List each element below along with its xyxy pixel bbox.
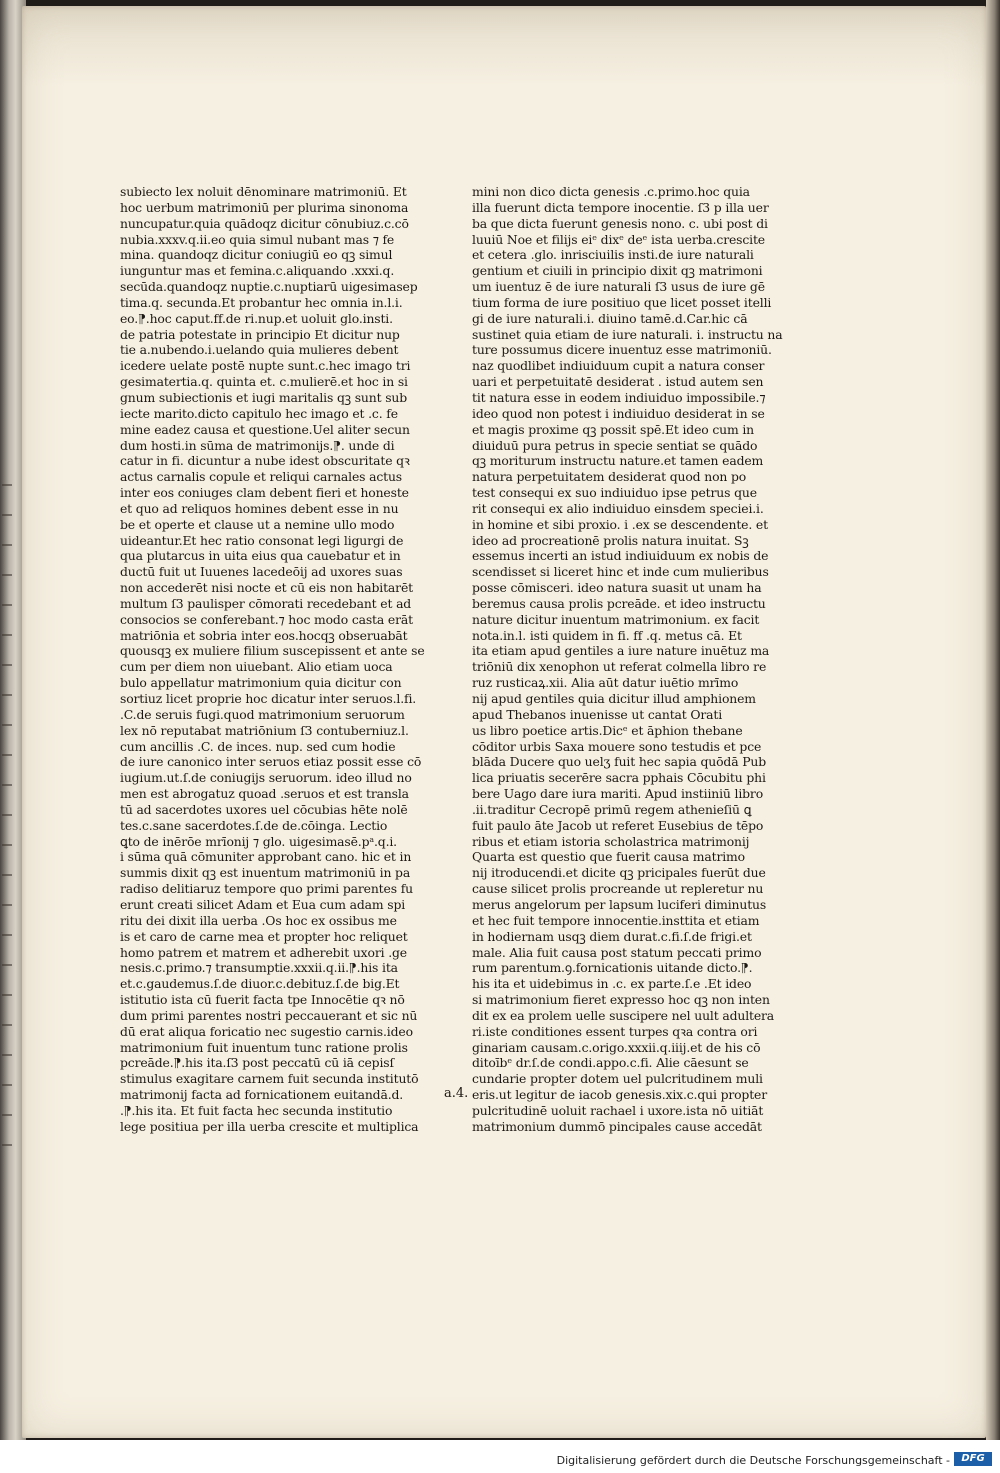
text-line: tium forma de iure positiuo que licet posset itelli <box>472 294 772 310</box>
dfg-logo-icon: DFG <box>954 1452 992 1466</box>
text-line: um iuentuz ē de iure naturali ſ3 usus de iure gē <box>472 279 765 295</box>
text-line: apud Thebanos inuenisse ut cantat Orati <box>472 706 723 722</box>
text-line: qua plutarcus in uita eius qua cauebatur et in <box>120 548 401 564</box>
text-line: bere Uago dare iura mariti. Apud instiiniū libro <box>472 786 764 802</box>
page-shading <box>22 6 986 86</box>
text-column-right <box>472 184 783 1135</box>
text-line: rit consequi ex alio indiuiduo einsdem speciei.i. <box>472 500 764 516</box>
text-line: .C.de seruis fugi.quod matrimonium seruorum <box>120 706 405 722</box>
text-line: nubia.xxxv.q.ii.eo quia simul nubant mas ⁊ fe <box>120 231 395 247</box>
text-line: matrimonium dummō pincipales cause accedāt <box>472 1118 762 1134</box>
text-line: pcreāde.⁋.his ita.ſ3 post peccatū cū iā cepisſ <box>120 1055 394 1071</box>
text-line: ꝗto de inērōe mrīonij ⁊ glo. uigesimasē.pᵃ.q.i. <box>120 833 397 849</box>
text-line: inter eos coniuges clam debent fieri et honeste <box>120 485 409 501</box>
text-line: quousqꝫ ex muliere filium suscepissent et ante se <box>120 643 425 659</box>
text-line: uideantur.Et hec ratio consonat legi ligurgi de <box>120 532 404 548</box>
text-line: scendisset si liceret hinc et inde cum mulieribus <box>472 564 769 580</box>
text-line: us libro poetice artis.Dicᵉ et āphion thebane <box>472 722 743 738</box>
text-line: tima.q. secunda.Et probantur hec omnia in.l.i. <box>120 294 403 310</box>
text-line: uari et perpetuitatē desiderat . istud autem sen <box>472 374 764 390</box>
text-line: matrimonij facta ad fornicationem euitandā.d. <box>120 1087 404 1103</box>
text-line: secūda.quandoqz nuptie.c.nuptiarū uigesimasep <box>120 279 418 295</box>
text-line: gesimatertia.q. quinta et. c.mulierē.et hoc in si <box>120 374 408 390</box>
text-line: summis dixit qꝫ est inuentum matrimoniū in pa <box>120 865 411 881</box>
text-line: i sūma quā cōmuniter approbant cano. hic et in <box>120 849 412 865</box>
text-line: catur in fi. dicuntur a nube idest obscuritate qꝛ <box>120 453 410 469</box>
text-line: hoc uerbum matrimoniū per plurima sinonoma <box>120 199 409 215</box>
text-line: test consequi ex suo indiuiduo ipse petrus que <box>472 485 757 501</box>
text-line: mine eadez causa et questione.Uel aliter secun <box>120 421 410 437</box>
text-line: eo.⁋.hoc caput.ff.de ri.nup.et uoluit glo.insti. <box>120 310 393 326</box>
text-line: cōditor urbis Saxa mouere sono testudis et pce <box>472 738 762 754</box>
text-line: et hec fuit tempore innocentie.insttita et etiam <box>472 912 760 928</box>
text-line: matriōnia et sobria inter eos.hocqꝫ obseruabāt <box>120 627 408 643</box>
text-line: et cetera .glo. inrisciuilis insti.de iure naturali <box>472 247 754 263</box>
text-line: iunguntur mas et femina.c.aliquando .xxxi.q. <box>120 263 395 279</box>
text-line: ita etiam apud gentiles a iure nature inuētuz ma <box>472 643 770 659</box>
text-line: sustinet quia etiam de iure naturali. i. instructu na <box>472 326 783 342</box>
text-line: male. Alia fuit causa post statum peccati primo <box>472 944 762 960</box>
text-line: ture possumus dicere inuentuz esse matrimoniū. <box>472 342 772 358</box>
text-line: ductū fuit ut Iuuenes lacedeōij ad uxores suas <box>120 564 403 580</box>
text-line: dum hosti.in sūma de matrimonijs.⁋. unde di <box>120 437 395 453</box>
text-line: lica priuatis secerēre sacra pphais Cōcubitu phi <box>472 770 766 786</box>
text-line: Quarta est questio que fuerit causa matrimo <box>472 849 745 865</box>
text-line: ideo ad procreationē prolis natura inuitat. Sꝫ <box>472 532 749 548</box>
text-line: cum ancillis .C. de inces. nup. sed cum hodie <box>120 738 396 754</box>
funding-credit: Digitalisierung gefördert durch die Deutsche Forschungsgemeinschaft - <box>556 1454 950 1467</box>
text-line: .⁋.his ita. Et fuit facta hec secunda institutio <box>120 1102 393 1118</box>
text-line: bulo appellatur matrimonium quia dicitur con <box>120 675 402 691</box>
text-line: et quo ad reliquos homines debent esse in nu <box>120 500 399 516</box>
text-line: et magis proxime qꝫ possit spē.Et ideo cum in <box>472 421 755 437</box>
text-line: his ita et uidebimus in .c. ex parte.ſ.e .Et ideo <box>472 976 752 992</box>
text-line: tes.c.sane sacerdotes.ſ.de de.cōinga. Lectio <box>120 817 388 833</box>
text-line: ditoībᵉ dr.ſ.de condi.appo.c.fi. Alie cāesunt se <box>472 1055 749 1071</box>
text-line: in hodiernam usqꝫ diem durat.c.fi.ſ.de frigi.et <box>472 928 752 944</box>
text-line: stimulus exagitare carnem fuit secunda institutō <box>120 1071 419 1087</box>
text-line: si matrimonium fieret expresso hoc qꝫ non inten <box>472 992 770 1008</box>
text-line: consocios se conferebant.⁊ hoc modo casta erāt <box>120 611 413 627</box>
text-line: multum ſ3 paulisper cōmorati recedebant et ad <box>120 595 412 611</box>
text-line: nuncupatur.quia quādoqz dicitur cōnubiuz.c.cō <box>120 215 409 231</box>
text-line: cause silicet prolis procreande ut repleretur nu <box>472 881 764 897</box>
text-line: sortiuz licet proprie hoc dicatur inter seruos.l.fi. <box>120 691 417 706</box>
text-line: subiecto lex noluit dēnominare matrimoniū. Et <box>120 184 407 199</box>
text-line: posse cōmisceri. ideo natura suasit ut unam ha <box>472 580 762 596</box>
edge-bleed-marks <box>2 470 12 1150</box>
text-line: homo patrem et matrem et adherebit uxori .ge <box>120 944 407 960</box>
text-line: triōniū dix xenophon ut referat colmella libro re <box>472 659 767 675</box>
text-line: cum per diem non uiuebant. Alio etiam uoca <box>120 659 393 675</box>
text-line: be et operte et clause ut a nemine ullo modo <box>120 516 395 532</box>
book-fore-edge <box>986 0 1000 1440</box>
signature-mark: a.4. <box>444 1086 469 1101</box>
text-line: tit natura esse in eodem indiuiduo impossibile.⁊ <box>472 389 766 405</box>
text-line: dū erat aliqua foricatio nec sugestio carnis.ideo <box>120 1023 413 1039</box>
text-line: diuiduū pura petrus in specie sentiat se quādo <box>472 437 758 453</box>
text-line: gentium et ciuili in principio dixit qꝫ matrimoni <box>472 263 763 279</box>
text-line: iugium.ut.ſ.de coniugijs seruorum. ideo illud no <box>120 770 412 786</box>
text-line: natura perpetuitatem desiderat quod non po <box>472 469 747 485</box>
text-line: ideo quod non potest i indiuiduo desiderat in se <box>472 405 765 421</box>
text-line: is et caro de carne mea et propter hoc reliquet <box>120 928 408 944</box>
text-line: nij itroducendi.et dicite qꝫ pricipales fuerūt due <box>472 865 766 881</box>
text-line: dit ex ea prolem uelle suscipere nel uult adultera <box>472 1007 775 1023</box>
text-line: de patria potestate in principio Et dicitur nup <box>120 326 400 342</box>
text-line: merus angelorum per lapsum luciferi diminutus <box>472 896 767 912</box>
text-line: lex nō reputabat matriōnium ſ3 contuberniuz.l. <box>120 722 409 738</box>
text-column-left <box>120 184 425 1135</box>
text-line: ritu dei dixit illa uerba .Os hoc ex ossibus me <box>120 912 397 928</box>
text-line: nota.in.l. isti quidem in fi. ff .q. metus cā. Et <box>472 627 742 643</box>
text-line: erunt creati silicet Adam et Eua cum adam spi <box>120 896 406 912</box>
text-line: men est abrogatuz quoad .seruos et est transla <box>120 786 409 802</box>
text-line: ginariam causam.c.origo.xxxii.q.iiij.et de his cō <box>472 1039 761 1055</box>
text-line: non accederēt nisi nocte et cū eis non habitarēt <box>120 580 413 596</box>
text-line: cundarie propter dotem uel pulcritudinem muli <box>472 1071 763 1087</box>
text-line: de iure canonico inter seruos etiaz possit esse cō <box>120 754 422 770</box>
text-line: luuiū Noe et filijs eiᵉ dixᵉ deᵉ ista uerba.crescite <box>472 231 765 247</box>
text-line: mina. quandoqz dicitur coniugiū eo qꝫ simul <box>120 247 393 263</box>
text-line: actus carnalis copule et reliqui carnales actus <box>120 469 403 485</box>
text-line: .ii.traditur Cecropē primū regem athenieſiū ꝗ <box>472 801 752 817</box>
text-line: lege positiua per illa uerba crescite et multiplica <box>120 1118 419 1134</box>
text-line: illa fuerunt dicta tempore inocentie. ſ3 p illa uer <box>472 199 769 215</box>
text-line: nesis.c.primo.⁊ transumptie.xxxii.q.ii.⁋.his ita <box>120 960 398 976</box>
text-line: iecte marito.dicto capitulo hec imago et .c. fe <box>120 405 398 421</box>
text-line: in homine et sibi proxio. i .ex se descendente. et <box>472 516 768 532</box>
text-line: nij apud gentiles quia dicitur illud amphionem <box>472 691 756 706</box>
text-line: ba que dicta fuerunt genesis nono. c. ubi post di <box>472 215 768 231</box>
text-line: essemus incerti an istud indiuiduum ex nobis de <box>472 548 769 564</box>
text-line: qꝫ moriturum instructu nature.et tamen eadem <box>472 453 764 469</box>
text-line: blāda Ducere quo uelʒ fuit hec sapia quōdā Pub <box>472 754 767 770</box>
text-line: beremus causa prolis pcreāde. et ideo instructu <box>472 595 766 611</box>
text-line: tū ad sacerdotes uxores uel cōcubias hēte nolē <box>120 801 408 817</box>
text-line: ribus et etiam istoria scholastrica matrimonij <box>472 833 750 849</box>
text-line: icedere uelate postē nupte sunt.c.hec imago tri <box>120 358 411 374</box>
text-line: gnum subiectionis et iugi maritalis qꝫ sunt sub <box>120 389 408 405</box>
text-line: tie a.nubendo.i.uelando quia mulieres debent <box>120 342 399 358</box>
text-line: pulcritudinē uoluit rachael i uxore.ista nō uitiāt <box>472 1102 764 1118</box>
text-line: radiso delitiaruz tempore quo primi parentes fu <box>120 881 413 897</box>
digitization-footer <box>0 1440 1000 1473</box>
text-line: fuit paulo āte Jacob ut referet Eusebius de tēpo <box>472 817 764 833</box>
text-line: naz quodlibet indiuiduum cupit a natura conser <box>472 358 765 374</box>
text-line: ri.iste conditiones essent turpes qꝛa contra ori <box>472 1023 758 1039</box>
text-line: mini non dico dicta genesis .c.primo.hoc quia <box>472 184 750 199</box>
text-line: gi de iure naturali.i. diuino tamē.d.Car.hic cā <box>472 310 748 326</box>
text-line: matrimonium fuit inuentum tunc ratione prolis <box>120 1039 408 1055</box>
text-line: istitutio ista cū fuerit facta tpe Innocētie qꝛ nō <box>120 992 405 1008</box>
text-line: eris.ut legitur de iacob genesis.xix.c.qui propter <box>472 1087 767 1103</box>
text-line: rum parentum.ꝯ.fornicationis uitande dicto.⁋. <box>472 960 753 976</box>
text-line: nature dicitur inuentum matrimonium. ex facit <box>472 611 760 627</box>
text-line: ruz rusticaꝝ.xii. Alia aūt datur iuētio mrīmo <box>472 675 739 691</box>
text-line: dum primi parentes nostri peccauerant et sic nū <box>120 1007 418 1023</box>
text-line: et.c.gaudemus.ſ.de diuor.c.debituz.ſ.de big.Et <box>120 976 400 992</box>
